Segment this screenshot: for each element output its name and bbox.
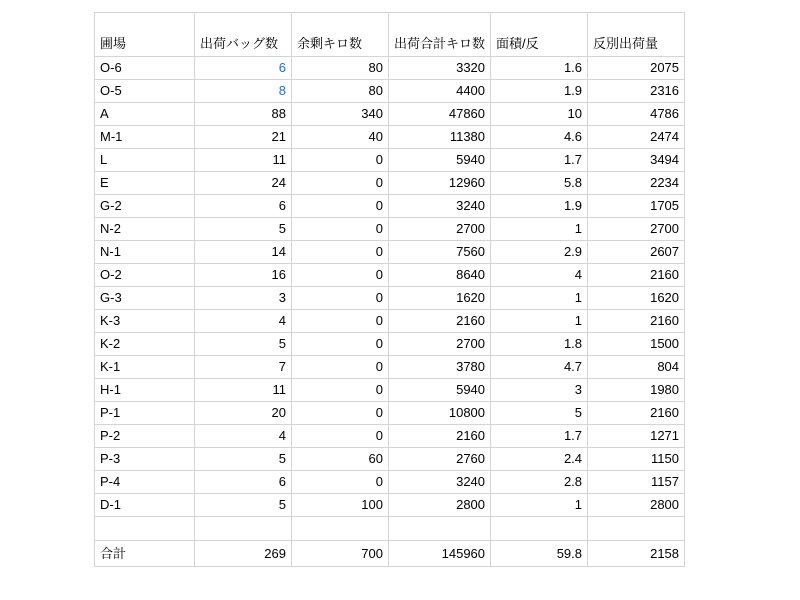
header-total-kg[interactable]: 出荷合計キロ数: [389, 13, 491, 57]
cell-surplus-kg[interactable]: 80: [292, 57, 389, 80]
header-surplus-kg[interactable]: 余剰キロ数: [292, 13, 389, 57]
cell-field[interactable]: O-6: [95, 57, 195, 80]
cell-area[interactable]: 2.9: [491, 241, 588, 264]
cell-bags[interactable]: 7: [195, 356, 292, 379]
cell-field[interactable]: K-1: [95, 356, 195, 379]
header-per-tan[interactable]: 反別出荷量: [588, 13, 685, 57]
cell-area[interactable]: 5.8: [491, 172, 588, 195]
table-row: [95, 126, 685, 149]
cell-field[interactable]: E: [95, 172, 195, 195]
cell-area[interactable]: 1.8: [491, 333, 588, 356]
cell-bags[interactable]: 20: [195, 402, 292, 425]
cell-per-tan[interactable]: 1980: [588, 379, 685, 402]
cell-total-kg[interactable]: 4400: [389, 80, 491, 103]
cell-area[interactable]: 4.7: [491, 356, 588, 379]
empty-cell[interactable]: [588, 517, 685, 541]
table-row: [95, 57, 685, 80]
cell-bags[interactable]: 5: [195, 448, 292, 471]
cell-per-tan[interactable]: 2160: [588, 402, 685, 425]
cell-area[interactable]: 1.7: [491, 149, 588, 172]
cell-total-kg[interactable]: 5940: [389, 379, 491, 402]
cell-per-tan[interactable]: 2700: [588, 218, 685, 241]
cell-surplus-kg[interactable]: 0: [292, 195, 389, 218]
cell-total-kg[interactable]: 8640: [389, 264, 491, 287]
cell-surplus-kg[interactable]: 0: [292, 310, 389, 333]
cell-total-kg[interactable]: 3240: [389, 471, 491, 494]
cell-total-kg[interactable]: 2800: [389, 494, 491, 517]
total-cell-surplus-kg[interactable]: 700: [292, 541, 389, 567]
cell-field[interactable]: K-3: [95, 310, 195, 333]
cell-surplus-kg[interactable]: 100: [292, 494, 389, 517]
cell-total-kg[interactable]: 5940: [389, 149, 491, 172]
cell-per-tan[interactable]: 2160: [588, 310, 685, 333]
cell-total-kg[interactable]: 11380: [389, 126, 491, 149]
cell-area[interactable]: 4: [491, 264, 588, 287]
cell-surplus-kg[interactable]: 340: [292, 103, 389, 126]
cell-bags[interactable]: 24: [195, 172, 292, 195]
cell-bags[interactable]: 5: [195, 494, 292, 517]
cell-area[interactable]: 1.9: [491, 195, 588, 218]
cell-surplus-kg[interactable]: 0: [292, 264, 389, 287]
cell-per-tan[interactable]: 1150: [588, 448, 685, 471]
table-row: [95, 218, 685, 241]
cell-field[interactable]: D-1: [95, 494, 195, 517]
cell-total-kg[interactable]: 1620: [389, 287, 491, 310]
table-row: [95, 195, 685, 218]
cell-per-tan[interactable]: 2234: [588, 172, 685, 195]
cell-total-kg[interactable]: 2700: [389, 333, 491, 356]
cell-field[interactable]: A: [95, 103, 195, 126]
cell-per-tan[interactable]: 4786: [588, 103, 685, 126]
cell-total-kg[interactable]: 2160: [389, 425, 491, 448]
cell-per-tan[interactable]: 2800: [588, 494, 685, 517]
cell-total-kg[interactable]: 12960: [389, 172, 491, 195]
cell-surplus-kg[interactable]: 0: [292, 471, 389, 494]
cell-per-tan[interactable]: 2316: [588, 80, 685, 103]
cell-surplus-kg[interactable]: 0: [292, 425, 389, 448]
cell-bags[interactable]: 5: [195, 333, 292, 356]
total-cell-per-tan[interactable]: 2158: [588, 541, 685, 567]
table-row: [95, 494, 685, 517]
cell-area[interactable]: 1.9: [491, 80, 588, 103]
cell-bags[interactable]: 16: [195, 264, 292, 287]
cell-surplus-kg[interactable]: 0: [292, 218, 389, 241]
cell-area[interactable]: 1.6: [491, 57, 588, 80]
spreadsheet-table: [94, 12, 685, 567]
table-row: [95, 310, 685, 333]
cell-field[interactable]: O-5: [95, 80, 195, 103]
cell-bags[interactable]: 6: [195, 195, 292, 218]
cell-per-tan[interactable]: 2160: [588, 264, 685, 287]
cell-bags[interactable]: 21: [195, 126, 292, 149]
table-row: [95, 80, 685, 103]
cell-surplus-kg[interactable]: 0: [292, 149, 389, 172]
table-row: [95, 103, 685, 126]
empty-cell[interactable]: [389, 517, 491, 541]
cell-surplus-kg[interactable]: 0: [292, 287, 389, 310]
cell-field[interactable]: N-2: [95, 218, 195, 241]
cell-total-kg[interactable]: 3240: [389, 195, 491, 218]
cell-area[interactable]: 3: [491, 379, 588, 402]
cell-total-kg[interactable]: 47860: [389, 103, 491, 126]
cell-field[interactable]: G-2: [95, 195, 195, 218]
cell-per-tan[interactable]: 2075: [588, 57, 685, 80]
cell-area[interactable]: 4.6: [491, 126, 588, 149]
cell-field[interactable]: P-4: [95, 471, 195, 494]
cell-total-kg[interactable]: 7560: [389, 241, 491, 264]
empty-cell[interactable]: [292, 517, 389, 541]
table-row: [95, 172, 685, 195]
header-field[interactable]: 圃場: [95, 13, 195, 57]
empty-cell[interactable]: [491, 517, 588, 541]
cell-surplus-kg[interactable]: 0: [292, 402, 389, 425]
cell-bags[interactable]: 4: [195, 425, 292, 448]
table-row: [95, 402, 685, 425]
cell-area[interactable]: 2.4: [491, 448, 588, 471]
cell-surplus-kg[interactable]: 40: [292, 126, 389, 149]
cell-bags[interactable]: 3: [195, 287, 292, 310]
total-cell-bags[interactable]: 269: [195, 541, 292, 567]
cell-per-tan[interactable]: 1500: [588, 333, 685, 356]
cell-field[interactable]: L: [95, 149, 195, 172]
table-row: [95, 425, 685, 448]
table-row: [95, 241, 685, 264]
cell-bags[interactable]: 4: [195, 310, 292, 333]
cell-total-kg[interactable]: 2760: [389, 448, 491, 471]
cell-per-tan[interactable]: 1620: [588, 287, 685, 310]
header-area[interactable]: 面積/反: [491, 13, 588, 57]
table-row: [95, 448, 685, 471]
cell-field[interactable]: P-3: [95, 448, 195, 471]
total-row: [95, 541, 685, 567]
empty-cell[interactable]: [95, 517, 195, 541]
cell-area[interactable]: 5: [491, 402, 588, 425]
empty-cell[interactable]: [195, 517, 292, 541]
cell-per-tan[interactable]: 3494: [588, 149, 685, 172]
cell-total-kg[interactable]: 2160: [389, 310, 491, 333]
table-row: [95, 287, 685, 310]
cell-surplus-kg[interactable]: 0: [292, 172, 389, 195]
cell-field[interactable]: P-2: [95, 425, 195, 448]
cell-total-kg[interactable]: 3320: [389, 57, 491, 80]
table-row: [95, 356, 685, 379]
cell-per-tan[interactable]: 1271: [588, 425, 685, 448]
cell-field[interactable]: H-1: [95, 379, 195, 402]
cell-total-kg[interactable]: 10800: [389, 402, 491, 425]
cell-bags[interactable]: 14: [195, 241, 292, 264]
cell-bags[interactable]: 11: [195, 149, 292, 172]
cell-field[interactable]: G-3: [95, 287, 195, 310]
table-row: [95, 333, 685, 356]
cell-field[interactable]: M-1: [95, 126, 195, 149]
cell-bags[interactable]: 8: [195, 80, 292, 103]
cell-total-kg[interactable]: 2700: [389, 218, 491, 241]
cell-field[interactable]: K-2: [95, 333, 195, 356]
table-row: [95, 264, 685, 287]
cell-bags[interactable]: 5: [195, 218, 292, 241]
cell-bags[interactable]: 11: [195, 379, 292, 402]
cell-surplus-kg[interactable]: 0: [292, 379, 389, 402]
cell-field[interactable]: P-1: [95, 402, 195, 425]
cell-field[interactable]: N-1: [95, 241, 195, 264]
cell-area[interactable]: 1: [491, 287, 588, 310]
total-cell-area[interactable]: 59.8: [491, 541, 588, 567]
cell-area[interactable]: 1: [491, 494, 588, 517]
header-bags[interactable]: 出荷バッグ数: [195, 13, 292, 57]
header-row: [95, 13, 685, 57]
cell-bags[interactable]: 88: [195, 103, 292, 126]
cell-per-tan[interactable]: 2607: [588, 241, 685, 264]
total-cell-field[interactable]: 合計: [95, 541, 195, 567]
table-row: [95, 471, 685, 494]
cell-surplus-kg[interactable]: 0: [292, 333, 389, 356]
cell-bags[interactable]: 6: [195, 57, 292, 80]
cell-bags[interactable]: 6: [195, 471, 292, 494]
spreadsheet-body: [95, 13, 685, 567]
cell-surplus-kg[interactable]: 0: [292, 241, 389, 264]
cell-area[interactable]: 1.7: [491, 425, 588, 448]
table-row: [95, 379, 685, 402]
cell-per-tan[interactable]: 804: [588, 356, 685, 379]
cell-area[interactable]: 1: [491, 310, 588, 333]
table-row: [95, 149, 685, 172]
cell-per-tan[interactable]: 1157: [588, 471, 685, 494]
cell-surplus-kg[interactable]: 80: [292, 80, 389, 103]
cell-surplus-kg[interactable]: 60: [292, 448, 389, 471]
cell-surplus-kg[interactable]: 0: [292, 356, 389, 379]
total-cell-total-kg[interactable]: 145960: [389, 541, 491, 567]
cell-per-tan[interactable]: 2474: [588, 126, 685, 149]
cell-total-kg[interactable]: 3780: [389, 356, 491, 379]
cell-area[interactable]: 1: [491, 218, 588, 241]
cell-area[interactable]: 2.8: [491, 471, 588, 494]
cell-area[interactable]: 10: [491, 103, 588, 126]
blank-row: [95, 517, 685, 541]
cell-field[interactable]: O-2: [95, 264, 195, 287]
cell-per-tan[interactable]: 1705: [588, 195, 685, 218]
